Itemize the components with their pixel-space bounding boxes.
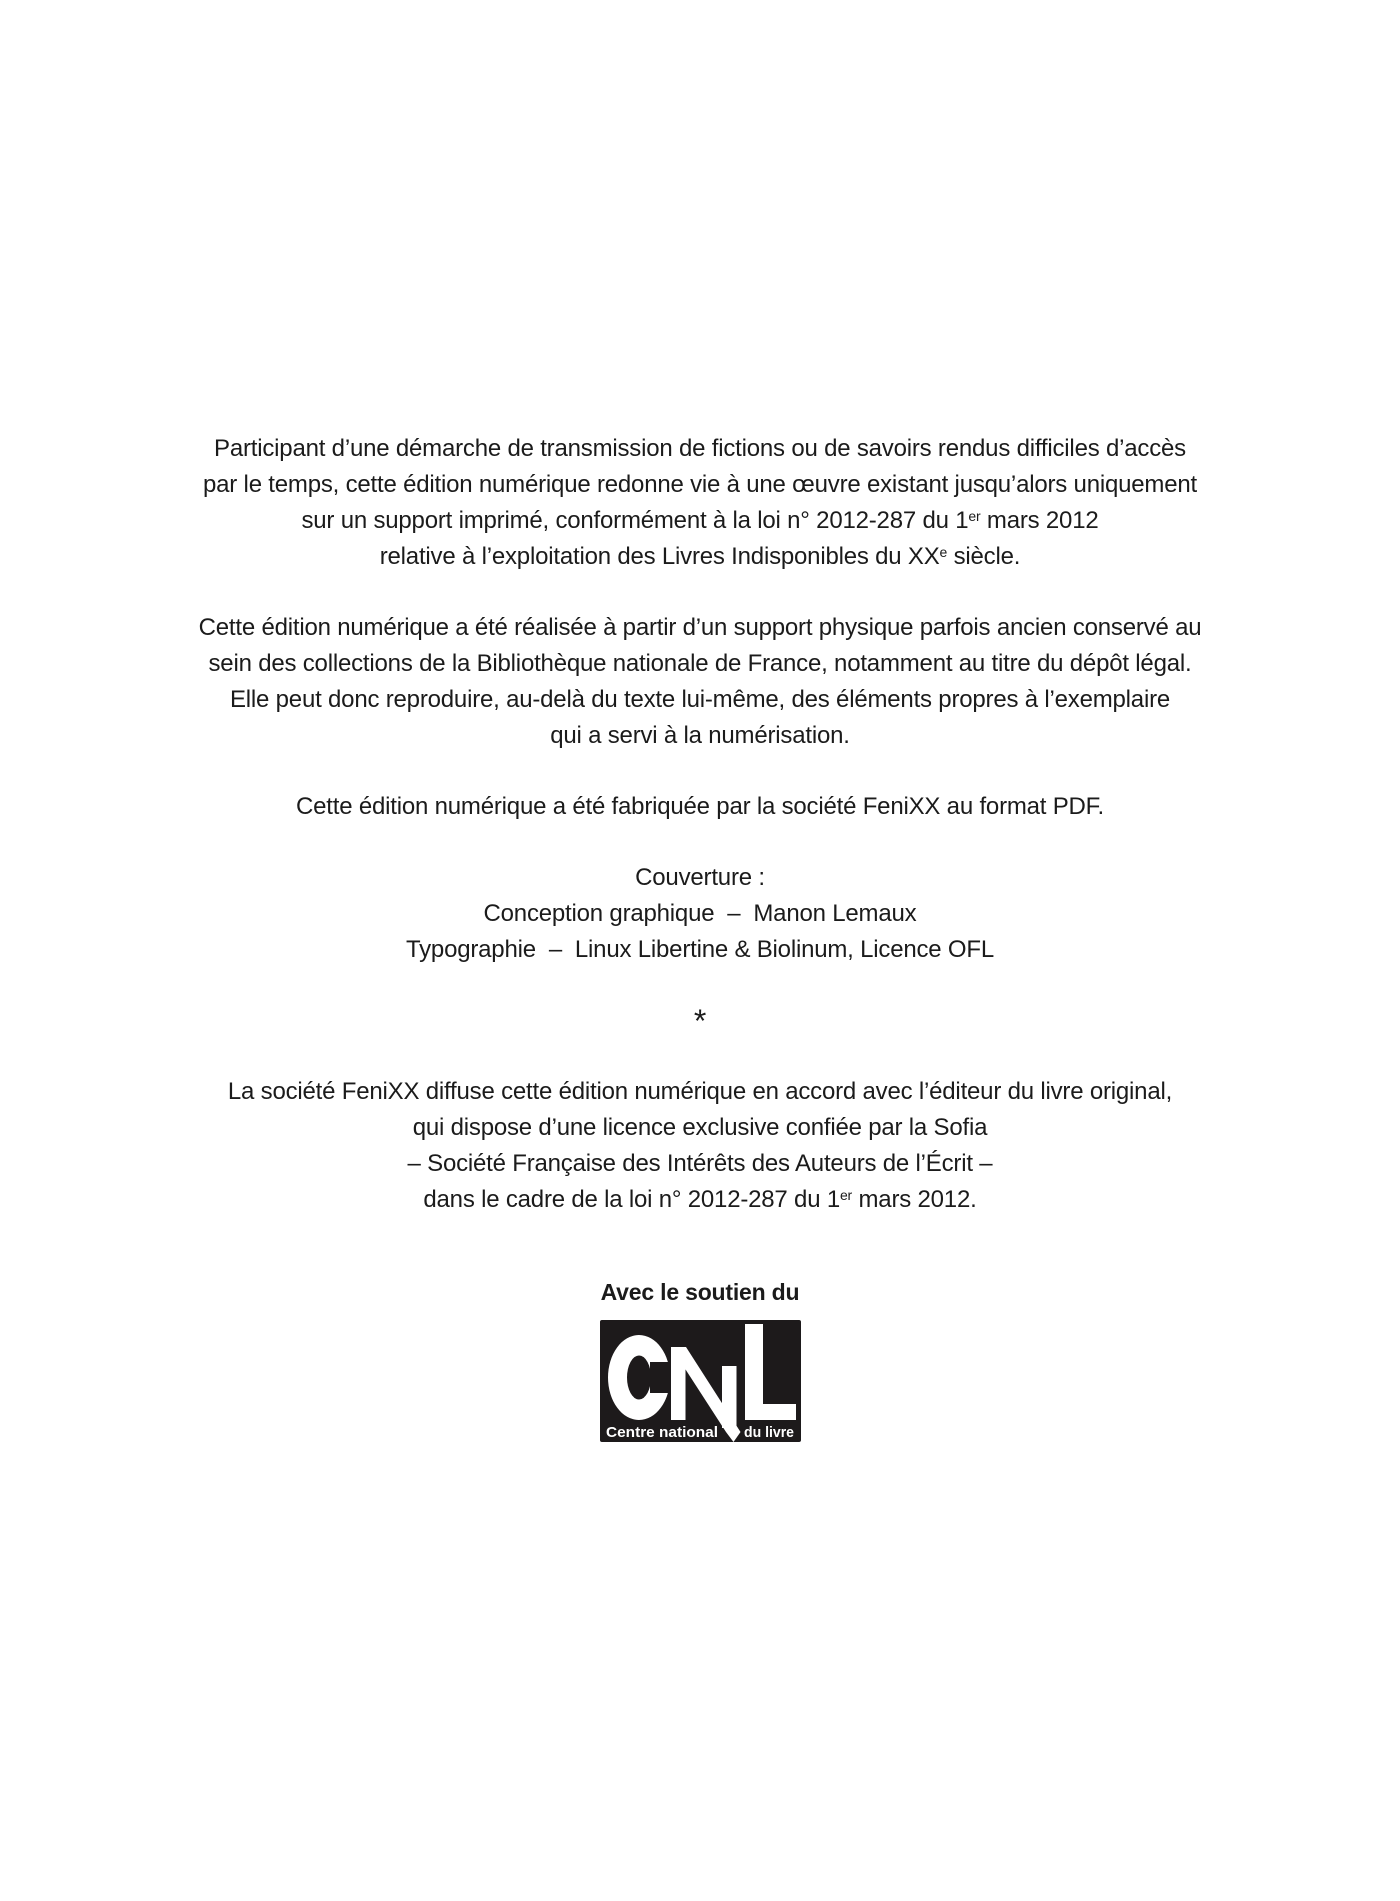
text-segment: qui dispose d’une licence exclusive confiée par la Sofia (412, 1114, 988, 1141)
text-segment: Cette édition numérique a été fabriquée par la société FeniXX au format PDF. (296, 793, 1104, 820)
text-segment: qui a servi à la numérisation. (550, 722, 850, 749)
text-line (423, 1182, 976, 1218)
text-line (408, 1146, 993, 1182)
para-couverture-credits (406, 860, 994, 968)
text-segment: Typographie – Linux Libertine & Biolinum, Licence OFL (405, 936, 994, 963)
text-line (413, 1110, 988, 1146)
superscript: er (968, 508, 981, 524)
text-segment: * (693, 1003, 707, 1039)
text-line (694, 1003, 706, 1039)
text-segment: Cette édition numérique a été réalisée à partir d’un support physique parfois ancien conservé au (198, 614, 1202, 641)
text-line (199, 610, 1202, 646)
text-line (230, 682, 1170, 718)
text-segment: La société FeniXX diffuse cette édition numérique en accord avec l’éditeur du livre original, (227, 1078, 1173, 1105)
text-segment: relative à l’exploitation des Livres Indisponibles du XX (379, 543, 940, 570)
cnl-support-block (600, 1277, 801, 1442)
text-segment: mars 2012 (980, 507, 1099, 534)
text-line (406, 932, 994, 968)
text-segment: sein des collections de la Bibliothèque nationale de France, notamment au titre du dépôt légal. (208, 650, 1192, 677)
text-line (203, 467, 1197, 503)
text-segment: – Société Française des Intérêts des Auteurs de l’Écrit – (407, 1150, 993, 1177)
text-segment: Couverture : (635, 864, 765, 891)
superscript: er (839, 1187, 853, 1203)
text-segment: par le temps, cette édition numérique redonne vie à une œuvre existant jusqu’alors uniquement (203, 471, 1197, 498)
text-line (484, 896, 917, 932)
text-line (550, 718, 850, 754)
para-diffusion-notice (228, 1074, 1172, 1218)
text-segment: dans le cadre de la loi n° 2012-287 du 1 (423, 1186, 840, 1213)
text-segment: Participant d’une démarche de transmission de fictions ou de savoirs rendus difficiles d’accès (214, 435, 1186, 462)
separator-asterisk (694, 1003, 706, 1039)
text-segment: siècle. (947, 543, 1021, 570)
cnl-caption-left: Centre national (605, 1424, 718, 1441)
superscript: e (939, 544, 948, 560)
text-line (209, 646, 1192, 682)
text-line (301, 503, 1098, 539)
para-transmission-notice (203, 431, 1197, 575)
text-line (228, 1074, 1172, 1110)
text-block (199, 431, 1202, 1253)
text-segment: mars 2012. (852, 1186, 977, 1213)
cnl-logo (600, 1320, 801, 1442)
text-line (214, 431, 1186, 467)
para-source-notice (199, 610, 1202, 754)
text-line (296, 789, 1104, 825)
cnl-caption-right: du livre (743, 1424, 794, 1441)
text-line (635, 860, 765, 896)
support-text: Avec le soutien du (600, 1279, 800, 1305)
text-line (380, 539, 1021, 575)
text-segment: Elle peut donc reproduire, au-delà du texte lui-même, des éléments propres à l’exemplaire (229, 686, 1171, 713)
para-fabrication-notice (296, 789, 1104, 825)
text-segment: sur un support imprimé, conformément à la loi n° 2012-287 du 1 (301, 507, 969, 534)
text-segment: Conception graphique – Manon Lemaux (483, 900, 917, 927)
